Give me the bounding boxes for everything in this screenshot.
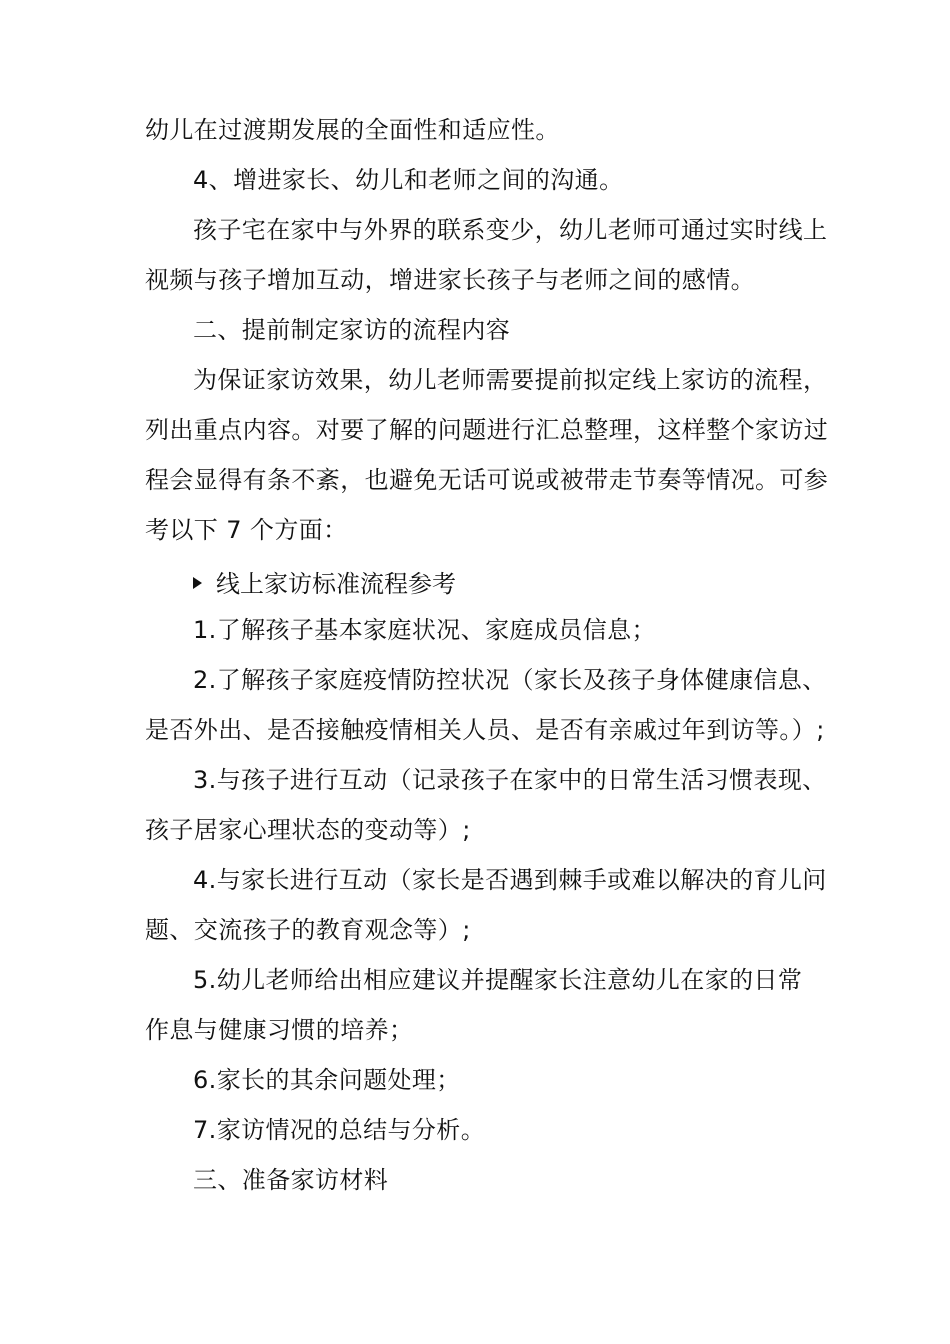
list-item-continuation: 孩子居家心理状态的变动等）; xyxy=(145,816,471,844)
list-item: 7.家访情况的总结与分析。 xyxy=(193,1116,486,1144)
paragraph-line: 视频与孩子增加互动，增进家长孩子与老师之间的感情。 xyxy=(145,266,755,294)
list-item-continuation: 是否外出、是否接触疫情相关人员、是否有亲戚过年到访等。）; xyxy=(145,716,825,744)
triangle-bullet-icon xyxy=(193,577,202,589)
list-item: 5.幼儿老师给出相应建议并提醒家长注意幼儿在家的日常 xyxy=(193,966,803,994)
list-item: 6.家长的其余问题处理； xyxy=(193,1066,461,1094)
bullet-item xyxy=(193,569,456,599)
paragraph-line: 孩子宅在家中与外界的联系变少，幼儿老师可通过实时线上 xyxy=(193,216,828,244)
list-item: 1.了解孩子基本家庭状况、家庭成员信息； xyxy=(193,616,656,644)
bullet-label: 线上家访标准流程参考 xyxy=(216,570,456,598)
list-item: 4.与家长进行互动（家长是否遇到棘手或难以解决的育儿问 xyxy=(193,866,827,894)
paragraph-line: 幼儿在过渡期发展的全面性和适应性。 xyxy=(145,116,560,144)
section-heading: 三、准备家访材料 xyxy=(193,1166,389,1194)
paragraph-line: 为保证家访效果，幼儿老师需要提前拟定线上家访的流程， xyxy=(193,366,828,394)
section-heading: 二、提前制定家访的流程内容 xyxy=(193,316,511,344)
paragraph-line: 列出重点内容。对要了解的问题进行汇总整理，这样整个家访过 xyxy=(145,416,829,444)
list-item-continuation: 题、交流孩子的教育观念等）; xyxy=(145,916,471,944)
paragraph-line: 考以下 7 个方面： xyxy=(145,516,348,544)
section-item-heading: 4、增进家长、幼儿和老师之间的沟通。 xyxy=(193,166,624,194)
paragraph-line: 程会显得有条不紊，也避免无话可说或被带走节奏等情况。可参 xyxy=(145,466,829,494)
list-item-continuation: 作息与健康习惯的培养； xyxy=(145,1016,414,1044)
list-item: 2.了解孩子家庭疫情防控状况（家长及孩子身体健康信息、 xyxy=(193,666,827,694)
list-item: 3.与孩子进行互动（记录孩子在家中的日常生活习惯表现、 xyxy=(193,766,827,794)
